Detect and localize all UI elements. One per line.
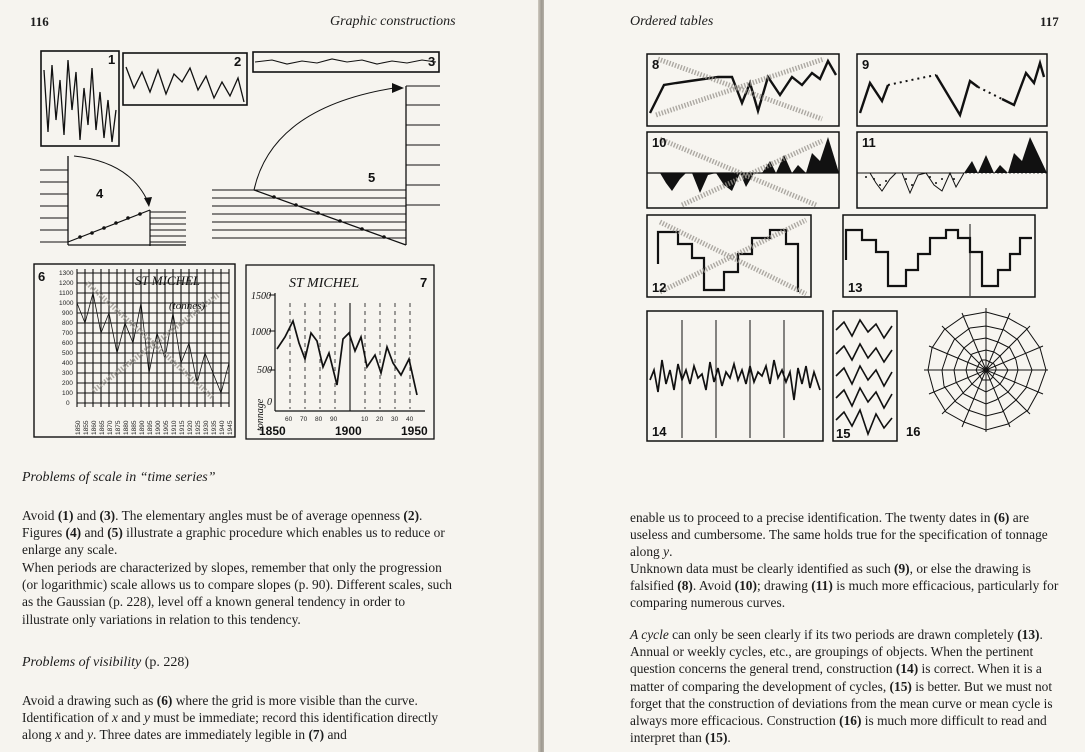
text-run: (3) (99, 508, 116, 523)
figure-4-label: 4 (96, 186, 104, 201)
fig6-x-tick: 1915 (179, 420, 186, 435)
text-run: . (727, 730, 731, 746)
fig7-x-minor: 20 (376, 416, 384, 423)
text-run: (7) (308, 727, 325, 743)
fig6-x-tick: 1865 (99, 420, 106, 435)
figure-7 (245, 263, 437, 443)
text-run: is correct. When it is a matter of comparing the development of cycles, (630, 661, 1042, 694)
fig6-x-tick: 1940 (219, 420, 226, 435)
text-run: (4) (65, 525, 82, 541)
text-run: (6) (993, 510, 1010, 525)
text-run: and (61, 727, 88, 743)
left-para-2: When periods are characterized by slopes, remember that only the progression (or logarithmic) scale allows us to compare slopes (p. 90). Different scales, such as the Gaussian (p. 228), level off a known general tendency in order to illustrate only variations in relation to this tendency. (22, 560, 452, 627)
figure-6 (33, 263, 238, 440)
text-run: y (143, 710, 150, 726)
fig6-x-tick: 1895 (147, 420, 154, 435)
fig6-title: ST MICHEL (135, 273, 201, 288)
figure-5 (212, 80, 444, 250)
page-number-left: 116 (30, 14, 49, 29)
text-run: and (117, 710, 144, 726)
figure-9 (856, 53, 1050, 129)
figure-16 (906, 304, 1056, 446)
figure-10-label: 10 (652, 135, 667, 150)
fig6-x-tick: 1920 (187, 420, 194, 435)
figure-14-label: 14 (652, 424, 667, 439)
caption-visibility-title: Problems of visibility (22, 655, 142, 670)
fig6-y-tick: 800 (62, 320, 73, 327)
right-para-2 (630, 560, 1060, 612)
fig6-y-tick: 100 (62, 390, 73, 397)
fig7-x-minor: 40 (406, 416, 414, 423)
text-run: and (73, 508, 100, 523)
figure-2-label: 2 (234, 54, 242, 69)
text-run: y (87, 727, 94, 743)
left-para-1 (22, 507, 454, 559)
text-run: Unknown data must be clearly identified as such (630, 561, 895, 576)
text-run: (5) (107, 525, 123, 541)
fig7-y-tick: 1500 (251, 291, 271, 302)
caption-visibility (22, 655, 189, 671)
figure-8-label: 8 (652, 57, 660, 72)
right-para-3 (630, 626, 1060, 746)
fig7-x-major: 1850 (259, 424, 286, 438)
right-para-1 (630, 509, 1060, 561)
figure-3-label: 3 (428, 54, 436, 69)
text-run: (15) (705, 730, 728, 746)
fig6-x-tick: 1850 (75, 420, 82, 435)
figure-11-label: 11 (862, 135, 876, 150)
fig6-x-tick: 1905 (163, 420, 170, 435)
text-run: Avoid a drawing such as (22, 693, 157, 708)
text-run: are useless and cumbersome. The same holds true for the specification of tonnage along (630, 510, 1048, 560)
text-run: (10) (734, 578, 757, 594)
fig7-y-axis-label: tonnage (255, 398, 266, 431)
fig7-x-minor: 10 (361, 416, 369, 423)
text-run: ; drawing (756, 578, 812, 594)
fig7-x-minor: 90 (330, 416, 338, 423)
fig6-x-tick: 1870 (107, 420, 114, 435)
fig6-x-tick: 1885 (131, 420, 138, 435)
left-para-3 (22, 692, 454, 744)
fig6-y-tick: 900 (62, 310, 73, 317)
text-run: . Annual or weekly cycles, etc., are groupings of objects. When the pertinent question concerns the general trend, construction (630, 627, 1043, 677)
text-run: A cycle (630, 627, 669, 642)
caption-scale: Problems of scale in “time series” (22, 470, 216, 485)
fig6-x-ticks (75, 420, 234, 435)
text-run: (8) (677, 578, 693, 594)
text-run: . Avoid (692, 578, 735, 594)
figure-5-label: 5 (368, 170, 376, 185)
fig6-x-tick: 1855 (83, 420, 90, 435)
text-run: can only be seen clearly if its two periods are drawn completely (668, 627, 1018, 642)
text-run: enable us to proceed to a precise identification. The twenty dates in (630, 510, 994, 525)
figure-1-label: 1 (108, 52, 116, 67)
fig7-x-minor: 70 (300, 416, 308, 423)
text-run: where the grid is more visible than the curve. Identification of (22, 693, 418, 726)
running-head-right: Ordered tables (630, 14, 714, 29)
caption-visibility-ref: (p. 228) (141, 655, 190, 670)
text-run: , or else the drawing is falsified (630, 561, 1031, 594)
text-run: . Three dates are immediately legible in (93, 727, 309, 743)
fig6-y-tick: 700 (62, 330, 73, 337)
figure-4 (40, 150, 190, 252)
fig7-title: ST MICHEL (289, 276, 360, 291)
figure-8 (646, 53, 842, 129)
text-run: x (111, 710, 118, 726)
fig6-y-tick: 1000 (59, 300, 74, 307)
figure-6-label: 6 (38, 269, 46, 284)
text-run: (2) (403, 508, 420, 523)
fig7-y-tick: 500 (257, 365, 272, 376)
figure-16-label: 16 (906, 424, 921, 439)
text-run: Avoid (22, 508, 58, 523)
fig6-x-tick: 1875 (115, 420, 122, 435)
fig6-y-tick: 1200 (59, 280, 74, 287)
fig6-y-tick: 600 (62, 340, 73, 347)
fig7-x-major: 1950 (401, 424, 428, 438)
figure-10 (646, 131, 842, 211)
fig6-y-tick: 200 (62, 380, 73, 387)
text-run: y (663, 544, 670, 560)
fig6-x-tick: 1890 (139, 420, 146, 435)
fig6-x-tick: 1935 (211, 420, 218, 435)
fig6-y-tick: 1100 (59, 290, 73, 297)
figure-11 (856, 131, 1050, 211)
fig6-x-tick: 1925 (195, 420, 202, 435)
text-run: and (324, 727, 347, 743)
running-head-left: Graphic constructions (330, 14, 456, 29)
text-run: . Figures (22, 508, 423, 541)
fig6-x-tick: 1930 (203, 420, 210, 435)
text-run: is much more difficult to read and interpret than (630, 713, 1047, 746)
text-run: (13) (1017, 627, 1040, 642)
fig6-y-tick: 0 (66, 400, 70, 407)
fig7-x-major: 1900 (335, 424, 362, 438)
text-run: . (669, 544, 673, 560)
figure-13 (842, 214, 1038, 300)
fig6-subtitle: (tonnes) (169, 300, 206, 312)
figure-7-label: 7 (420, 275, 428, 290)
text-run: (11) (811, 578, 833, 594)
text-run: (1) (57, 508, 74, 523)
figure-15 (832, 310, 900, 444)
fig7-x-minor: 30 (391, 416, 399, 423)
text-run: (15) (889, 678, 912, 694)
text-run: is better. But we must not forget that the construction of deviations from the mean curve or mean cycle is always more efficacious. Construction (630, 678, 1053, 729)
figure-14 (646, 310, 826, 444)
text-run: (9) (894, 561, 910, 576)
fig6-y-tick: 300 (62, 370, 73, 377)
text-run: (14) (895, 661, 919, 677)
fig6-x-tick: 1880 (123, 420, 130, 435)
figure-15-label: 15 (836, 426, 851, 441)
text-run: (6) (156, 693, 173, 708)
fig7-y-tick: 1000 (251, 327, 271, 338)
fig6-x-tick: 1910 (171, 420, 178, 435)
fig6-x-tick: 1945 (227, 420, 234, 435)
fig6-x-tick: 1900 (155, 420, 162, 435)
left-page (0, 0, 540, 752)
text-run: . The elementary angles must be of average openness (115, 508, 404, 523)
fig6-x-tick: 1860 (91, 420, 98, 435)
right-page (544, 0, 1085, 752)
fig6-y-tick: 1300 (59, 270, 74, 277)
page-number-right: 117 (1040, 14, 1059, 29)
figure-12 (646, 214, 814, 300)
fig7-x-minor: 80 (315, 416, 323, 423)
figure-12-label: 12 (652, 280, 667, 295)
text-run: must be immediate; record this identification directly along (22, 710, 439, 743)
figure-3 (252, 50, 442, 76)
figure-13-label: 13 (848, 280, 863, 295)
text-run: is much more efficacious, particularly for comparing numerous curves. (630, 578, 1059, 611)
figure-9-label: 9 (862, 57, 870, 72)
fig7-y-tick: 0 (267, 397, 272, 408)
fig7-x-minor: 60 (285, 416, 293, 423)
text-run: and (81, 525, 108, 541)
fig6-y-tick: 500 (62, 350, 73, 357)
text-run: (16) (839, 713, 862, 729)
text-run: x (55, 727, 62, 743)
figure-1 (40, 50, 122, 148)
text-run: illustrate a graphic procedure which enables us to reduce or enlarge any scale. (22, 525, 445, 558)
fig6-y-tick: 400 (62, 360, 73, 367)
